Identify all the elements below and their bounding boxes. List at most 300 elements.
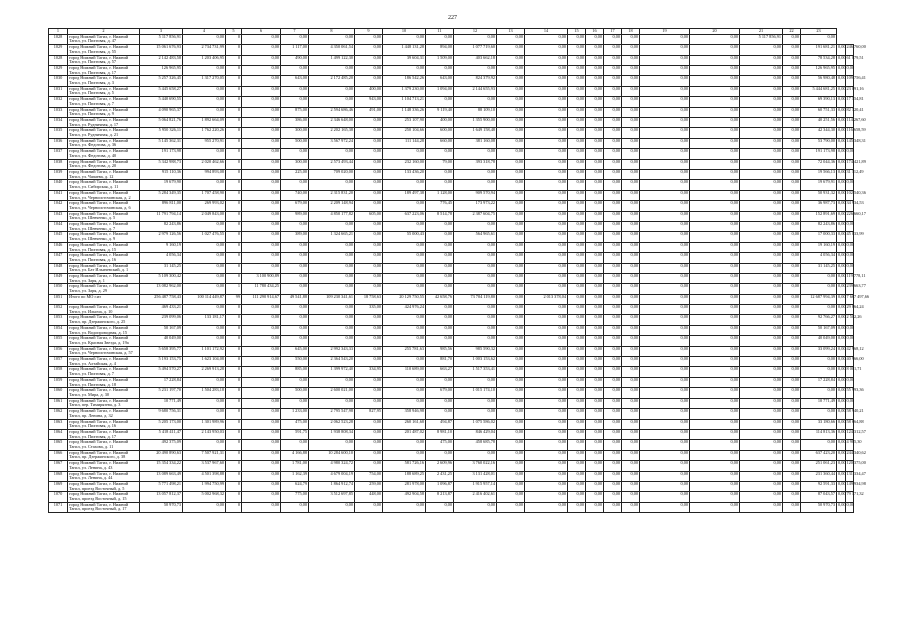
value-cell: 0,00 <box>355 398 383 408</box>
value-cell: 5 231 197,70 <box>140 388 183 398</box>
value-cell: 0,00 <box>837 107 846 117</box>
value-cell: 643,00 <box>426 76 454 86</box>
value-cell: 0,00 <box>690 138 740 148</box>
value-cell: 0,00 <box>586 169 604 179</box>
value-cell: 20 129 750,55 <box>383 294 426 304</box>
value-cell: 0,00 <box>586 274 604 284</box>
value-cell: 0,00 <box>640 180 690 190</box>
value-cell: 0,00 <box>383 253 426 263</box>
value-cell: 0,00 <box>640 336 690 346</box>
value-cell: 0,00 <box>845 65 854 75</box>
value-cell: 0,00 <box>309 242 355 252</box>
value-cell: 0,00 <box>355 336 383 346</box>
value-cell: 72 044,36 <box>801 159 837 169</box>
value-cell: 0,00 <box>604 45 622 55</box>
value-cell: 709 020,00 <box>309 169 355 179</box>
value-cell: 1 104 713,21 <box>383 97 426 107</box>
value-cell: 2 202 165,38 <box>309 128 355 138</box>
value-cell: 0,00 <box>309 377 355 387</box>
value-cell: 0,00 <box>497 471 525 481</box>
column-number: 3 <box>140 29 183 35</box>
value-cell: 15 061 676,93 <box>140 45 183 55</box>
capital-repair-register-table <box>48 28 870 513</box>
value-cell: 0,00 <box>309 253 355 263</box>
value-cell: 0,00 <box>783 294 801 304</box>
value-cell: 0,00 <box>640 388 690 398</box>
value-cell: 42 344,30 <box>801 128 837 138</box>
value-cell: 0,00 <box>497 138 525 148</box>
value-cell: 1 517 353,41 <box>454 367 497 377</box>
value-cell: 624,79 <box>281 481 309 491</box>
value-cell: 0,00 <box>355 45 383 55</box>
value-cell: 0,00 <box>242 481 281 491</box>
value-cell: 0,00 <box>604 450 622 460</box>
value-cell: 0,00 <box>622 502 640 512</box>
value-cell: 0,00 <box>690 97 740 107</box>
value-cell: 0,00 <box>622 440 640 450</box>
value-cell: 0,00 <box>690 253 740 263</box>
value-cell: 0 <box>226 419 242 429</box>
value-cell: 5 445 658,27 <box>140 86 183 96</box>
value-cell: 1 301 989,96 <box>183 419 226 429</box>
value-cell: 0,00 <box>525 315 568 325</box>
value-cell: 232 160,00 <box>383 159 426 169</box>
value-cell: 9 160,19 <box>140 242 183 252</box>
value-cell: 0,00 <box>497 232 525 242</box>
value-cell: 0,00 <box>355 180 383 190</box>
address-cell: город Нижний Тагил, г. Нижний Тагил, ул. Заря, д. 29 <box>68 284 140 294</box>
value-cell: 0,00 <box>783 117 801 127</box>
value-cell: 0,00 <box>837 471 846 481</box>
value-cell: 0,00 <box>640 34 690 44</box>
value-cell: 0,00 <box>454 336 497 346</box>
table-row <box>49 159 854 169</box>
value-cell: 300,00 <box>281 159 309 169</box>
value-cell: 679,00 <box>426 388 454 398</box>
value-cell: 0,00 <box>568 97 586 107</box>
value-cell: 1 448 131,28 <box>383 45 426 55</box>
value-cell: 0,00 <box>525 201 568 211</box>
value-cell: 0,00 <box>183 409 226 419</box>
value-cell: 5 257 326,45 <box>140 76 183 86</box>
value-cell: 4 350 061,54 <box>309 45 355 55</box>
value-cell: 0,00 <box>783 34 801 44</box>
value-cell: 0,00 <box>622 169 640 179</box>
value-cell: 0,00 <box>309 440 355 450</box>
value-cell: 0 <box>226 409 242 419</box>
value-cell: 0,00 <box>525 190 568 200</box>
value-cell: 0,00 <box>640 502 690 512</box>
value-cell: 0 <box>226 232 242 242</box>
value-cell: 0,00 <box>690 502 740 512</box>
value-cell: 0,00 <box>783 222 801 232</box>
value-cell: 0,00 <box>183 274 226 284</box>
value-cell: 0,00 <box>183 149 226 159</box>
value-cell: 0,00 <box>801 34 837 44</box>
value-cell: 0,00 <box>586 107 604 117</box>
value-cell: 0,00 <box>497 367 525 377</box>
value-cell: 0,00 <box>309 315 355 325</box>
row-number-cell: 1069 <box>49 481 68 491</box>
value-cell: 0,00 <box>355 128 383 138</box>
address-cell: город Нижний Тагил, г. Нижний Тагил, ул. Пихтовая, д. 9 <box>68 107 140 117</box>
value-cell: 0,00 <box>525 419 568 429</box>
value-cell: 0,00 <box>783 325 801 335</box>
value-cell: 0,00 <box>640 346 690 356</box>
value-cell: 0 <box>226 440 242 450</box>
value-cell: 0,00 <box>586 429 604 439</box>
row-number-cell: 1052 <box>49 305 68 315</box>
value-cell: 0,00 <box>586 346 604 356</box>
value-cell: 0,00 <box>622 190 640 200</box>
value-cell: 0,00 <box>355 201 383 211</box>
value-cell: 0,00 <box>604 201 622 211</box>
value-cell: 0,00 <box>640 128 690 138</box>
value-cell: 0,00 <box>242 76 281 86</box>
value-cell: 114 813,36 <box>801 429 837 439</box>
value-cell: 0,00 <box>525 305 568 315</box>
value-cell: 0,00 <box>690 398 740 408</box>
value-cell: 5 418 411,47 <box>140 429 183 439</box>
value-cell: 0,00 <box>383 284 426 294</box>
row-number-cell: 1066 <box>49 450 68 460</box>
value-cell: 0,00 <box>586 201 604 211</box>
value-cell: 0,00 <box>426 65 454 75</box>
value-cell: 36 987,73 <box>801 201 837 211</box>
value-cell: 0,00 <box>586 211 604 221</box>
value-cell: 1 355 900,00 <box>454 117 497 127</box>
row-number-cell: 1055 <box>49 336 68 346</box>
value-cell: 0 <box>226 76 242 86</box>
value-cell: 0,00 <box>740 409 783 419</box>
value-cell: 0,00 <box>622 367 640 377</box>
value-cell: 0,00 <box>837 117 846 127</box>
value-cell: 0,00 <box>497 305 525 315</box>
row-number-cell: 1065 <box>49 440 68 450</box>
value-cell: 0,00 <box>622 128 640 138</box>
value-cell: 0,00 <box>783 76 801 86</box>
value-cell: 102 540,36 <box>845 190 854 200</box>
value-cell: 0,00 <box>783 274 801 284</box>
value-cell: 0,00 <box>497 377 525 387</box>
value-cell: 0 <box>226 492 242 502</box>
value-cell: 0 <box>226 180 242 190</box>
value-cell: 40 251,56 <box>801 117 837 127</box>
value-cell: 0,00 <box>497 45 525 55</box>
value-cell: 0,00 <box>242 398 281 408</box>
value-cell: 0,00 <box>309 305 355 315</box>
value-cell: 8 981,10 <box>426 429 454 439</box>
value-cell: 0,00 <box>568 149 586 159</box>
table-row <box>49 107 854 117</box>
column-number: 15 <box>568 29 586 35</box>
value-cell: 0,00 <box>640 76 690 86</box>
value-cell: 0,00 <box>640 86 690 96</box>
value-cell: 0,00 <box>383 398 426 408</box>
value-cell: 116 658,59 <box>845 128 854 138</box>
value-cell: 0,00 <box>640 357 690 367</box>
address-cell: город Нижний Тагил, г. Нижний Тагил, ул. Черноисточинская, д. 2 <box>68 190 140 200</box>
value-cell: 0,00 <box>242 45 281 55</box>
value-cell: 846 429,04 <box>454 429 497 439</box>
value-cell: 0,00 <box>242 419 281 429</box>
value-cell: 0,00 <box>837 201 846 211</box>
value-cell: 0,00 <box>355 377 383 387</box>
value-cell: 475,00 <box>281 419 309 429</box>
value-cell: 0,00 <box>640 492 690 502</box>
value-cell: 33 099,24 <box>801 346 837 356</box>
table-row <box>49 409 854 419</box>
value-cell: 0,00 <box>640 409 690 419</box>
value-cell: 0,00 <box>783 149 801 159</box>
value-cell: 0,00 <box>355 138 383 148</box>
value-cell: 0,00 <box>355 346 383 356</box>
value-cell: 0,00 <box>690 128 740 138</box>
address-cell: город Нижний Тагил, г. Нижний Тагил, проезд Восточный, д. 15 <box>68 492 140 502</box>
value-cell: 0,00 <box>783 180 801 190</box>
value-cell: 0,00 <box>281 377 309 387</box>
value-cell: 0,00 <box>497 169 525 179</box>
address-cell: Итого по МО г.из <box>68 294 140 304</box>
table-row <box>49 274 854 284</box>
row-number-cell: 1064 <box>49 429 68 439</box>
value-cell: 0,00 <box>586 45 604 55</box>
column-number: 19 <box>640 29 690 35</box>
column-number: 20 <box>690 29 740 35</box>
value-cell: 663,27 <box>426 367 454 377</box>
value-cell: 0,00 <box>586 242 604 252</box>
row-number-cell: 1035 <box>49 128 68 138</box>
value-cell: 0,00 <box>622 471 640 481</box>
value-cell: 0,00 <box>690 294 740 304</box>
address-cell: город Нижний Тагил, г. Нижний Тагил, ул. Красная Звезда, д. 19а <box>68 336 140 346</box>
value-cell: 0,00 <box>837 315 846 325</box>
value-cell: 0,00 <box>242 86 281 96</box>
value-cell: 660,00 <box>426 138 454 148</box>
value-cell: 0,00 <box>740 65 783 75</box>
value-cell: 0,00 <box>568 107 586 117</box>
value-cell: 0,00 <box>690 86 740 96</box>
value-cell: 0,00 <box>837 325 846 335</box>
value-cell: 0,00 <box>242 169 281 179</box>
value-cell: 458 685,78 <box>454 440 497 450</box>
value-cell: 0,00 <box>690 274 740 284</box>
value-cell: 500,00 <box>281 138 309 148</box>
address-cell: город Нижний Тагил, г. Нижний Тагил, ул. Ильича, д. 10 <box>68 305 140 315</box>
value-cell: 0 <box>226 398 242 408</box>
value-cell: 490,00 <box>281 55 309 65</box>
table-row <box>49 76 854 86</box>
value-cell: 2 431,25 <box>426 471 454 481</box>
value-cell: 0,00 <box>497 190 525 200</box>
value-cell: 0,00 <box>183 242 226 252</box>
value-cell: 0,00 <box>454 284 497 294</box>
value-cell: 4 985,30 <box>845 440 854 450</box>
value-cell: 358 946,98 <box>383 409 426 419</box>
value-cell: 0,00 <box>586 409 604 419</box>
value-cell: 0,00 <box>690 346 740 356</box>
value-cell: 2 364 543,20 <box>309 357 355 367</box>
value-cell: 2 979 126,56 <box>140 232 183 242</box>
value-cell: 78 534,28 <box>801 55 837 65</box>
address-cell: город Нижний Тагил, г. Нижний Тагил, проезд Восточный, д. 17 <box>68 502 140 512</box>
value-cell: 0,00 <box>242 409 281 419</box>
value-cell: 0,00 <box>586 149 604 159</box>
row-number-cell: 1059 <box>49 377 68 387</box>
value-cell: 0,00 <box>845 336 854 346</box>
value-cell: 0,00 <box>454 65 497 75</box>
value-cell: 0,00 <box>242 97 281 107</box>
value-cell: 0,00 <box>622 55 640 65</box>
value-cell: 0,00 <box>242 346 281 356</box>
value-cell: 0,00 <box>497 315 525 325</box>
value-cell: 0,00 <box>640 263 690 273</box>
value-cell: 0,00 <box>801 409 837 419</box>
address-cell: город Нижний Тагил, г. Нижний Тагил, ул. Шевченко, д. 9 <box>68 232 140 242</box>
value-cell: 79,00 <box>426 159 454 169</box>
value-cell: 0,00 <box>845 325 854 335</box>
value-cell: 4 056,34 <box>140 253 183 263</box>
value-cell: 0,00 <box>783 502 801 512</box>
value-cell: 186 542,26 <box>383 76 426 86</box>
value-cell: 0,00 <box>525 388 568 398</box>
value-cell: 0,00 <box>740 419 783 429</box>
value-cell: 0,00 <box>604 76 622 86</box>
row-number-cell: 1051 <box>49 294 68 304</box>
value-cell: 448,00 <box>355 492 383 502</box>
value-cell: 5 658 395,77 <box>140 346 183 356</box>
value-cell: 0,00 <box>426 315 454 325</box>
value-cell: 0,00 <box>497 492 525 502</box>
value-cell: 0,00 <box>355 169 383 179</box>
value-cell: 0,00 <box>497 336 525 346</box>
row-number-cell: 1033 <box>49 107 68 117</box>
value-cell: 0,00 <box>281 325 309 335</box>
value-cell: 400,00 <box>426 117 454 127</box>
address-cell: город Нижний Тагил, г. Нижний Тагил, пер. Тимирязева, д. 3 <box>68 398 140 408</box>
value-cell: 0,00 <box>355 419 383 429</box>
value-cell: 0,00 <box>604 336 622 346</box>
value-cell: 2 143 950,03 <box>183 429 226 439</box>
value-cell: 45 033,99 <box>845 232 854 242</box>
value-cell: 1 892 664,09 <box>183 117 226 127</box>
value-cell: 0,00 <box>586 305 604 315</box>
value-cell: 0,00 <box>622 357 640 367</box>
value-cell: 0,00 <box>183 305 226 315</box>
value-cell: 0,00 <box>426 253 454 263</box>
value-cell: 0,00 <box>837 481 846 491</box>
value-cell: 469 433,21 <box>140 305 183 315</box>
value-cell: 0,00 <box>837 253 846 263</box>
value-cell: 0,00 <box>837 336 846 346</box>
value-cell: 0,00 <box>355 190 383 200</box>
value-cell: 0 <box>226 367 242 377</box>
value-cell: 0,00 <box>586 502 604 512</box>
address-cell: город Нижний Тагил, г. Нижний Тагил, ул. Ленина, д. 43 <box>68 461 140 471</box>
value-cell: 92 591,33 <box>801 481 837 491</box>
value-cell: 2 144 655,93 <box>454 86 497 96</box>
value-cell: 0,00 <box>383 65 426 75</box>
value-cell: 0,00 <box>640 190 690 200</box>
value-cell: 0,00 <box>568 284 586 294</box>
address-cell: город Нижний Тагил, г. Нижний Тагил, ул. Чапаева, д. 12 <box>68 169 140 179</box>
value-cell: 109 230 341,61 <box>309 294 355 304</box>
value-cell: 0,00 <box>383 201 426 211</box>
value-cell: 0,00 <box>740 429 783 439</box>
value-cell: 0,00 <box>783 357 801 367</box>
value-cell: 0 <box>226 263 242 273</box>
value-cell: 0 <box>226 357 242 367</box>
value-cell: 0,00 <box>454 149 497 159</box>
value-cell: 0,00 <box>837 86 846 96</box>
value-cell: 231 360,44 <box>801 471 837 481</box>
value-cell: 2 346 648,00 <box>309 117 355 127</box>
value-cell: 0,00 <box>740 211 783 221</box>
value-cell: 0,00 <box>426 222 454 232</box>
value-cell: 9 119,40 <box>426 107 454 117</box>
address-cell: город Нижний Тагил, г. Нижний Тагил, ул. Пихтовая, д. 55 <box>68 45 140 55</box>
address-cell: город Нижний Тагил, г. Нижний Тагил, ул. Алтайская, д. 4 <box>68 357 140 367</box>
value-cell: 0,00 <box>568 159 586 169</box>
value-cell: 827,95 <box>355 409 383 419</box>
value-cell: 5 771 498,21 <box>140 481 183 491</box>
value-cell: 0,00 <box>740 169 783 179</box>
value-cell: 0,00 <box>568 419 586 429</box>
value-cell: 0,00 <box>497 274 525 284</box>
value-cell: 0,00 <box>586 86 604 96</box>
value-cell: 0,00 <box>622 242 640 252</box>
value-cell: 0,00 <box>740 367 783 377</box>
value-cell: 0,00 <box>586 315 604 325</box>
table-row <box>49 357 854 367</box>
row-number-cell: 1053 <box>49 315 68 325</box>
row-number-cell: 1049 <box>49 274 68 284</box>
value-cell: 0,00 <box>740 440 783 450</box>
value-cell: 0,00 <box>242 336 281 346</box>
value-cell: 0,00 <box>604 232 622 242</box>
value-cell: 637 223,06 <box>383 211 426 221</box>
value-cell: 0,00 <box>586 367 604 377</box>
value-cell: 0,00 <box>783 232 801 242</box>
row-number-cell: 1036 <box>49 138 68 148</box>
value-cell: 0,00 <box>740 138 783 148</box>
value-cell: 0,00 <box>183 284 226 294</box>
value-cell: 0,00 <box>497 180 525 190</box>
value-cell: 0,00 <box>568 128 586 138</box>
value-cell: 0 <box>226 169 242 179</box>
value-cell: 0,00 <box>497 201 525 211</box>
value-cell: 0,00 <box>622 232 640 242</box>
value-cell: 19 679,91 <box>801 180 837 190</box>
value-cell: 5 444 681,25 <box>801 86 837 96</box>
value-cell: 0,00 <box>281 502 309 512</box>
value-cell: 0 <box>226 97 242 107</box>
table-row <box>49 471 854 481</box>
value-cell: 0,00 <box>242 222 281 232</box>
value-cell: 0,00 <box>845 377 854 387</box>
value-cell: 875,00 <box>281 107 309 117</box>
value-cell: 334,95 <box>355 367 383 377</box>
value-cell: 11 791 794,14 <box>140 211 183 221</box>
value-cell: 0,00 <box>183 65 226 75</box>
value-cell: 31 145,25 <box>140 263 183 273</box>
value-cell: 0,00 <box>525 336 568 346</box>
value-cell: 31 112,49 <box>845 169 854 179</box>
value-cell: 0,00 <box>568 169 586 179</box>
value-cell: 5 109 300,42 <box>140 274 183 284</box>
value-cell: 1 096,87 <box>426 481 454 491</box>
value-cell: 0,00 <box>740 263 783 273</box>
